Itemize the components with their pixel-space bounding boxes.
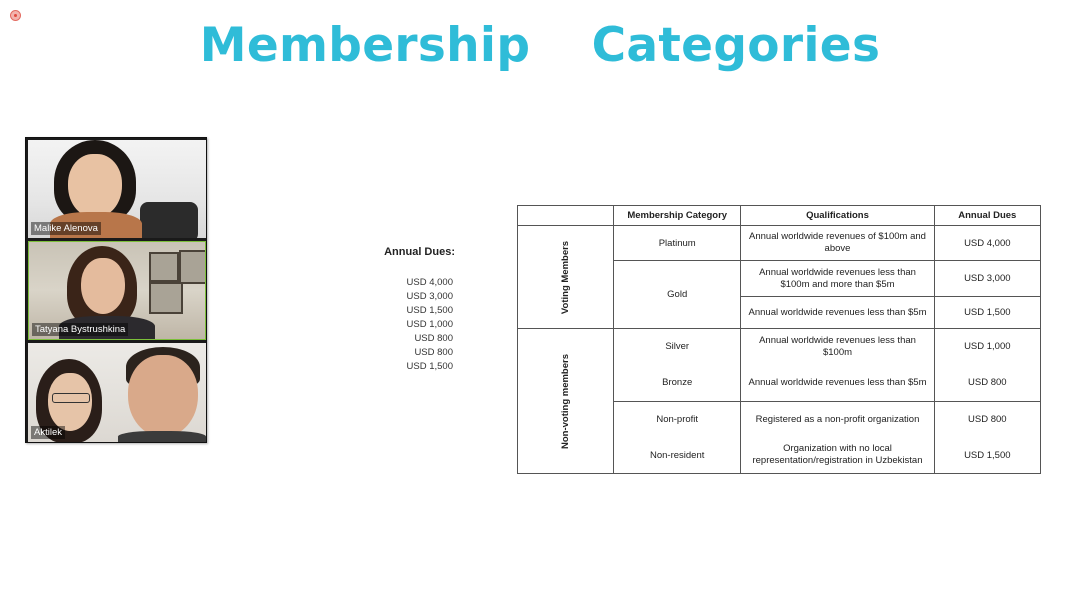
cell-category: Silver: [614, 329, 741, 365]
video-tile-active-speaker[interactable]: [28, 241, 206, 340]
cell-qualification: Annual worldwide revenues of $100m and above: [741, 226, 934, 261]
participant-name: Aktilek: [31, 426, 65, 439]
list-item: USD 800: [414, 333, 453, 344]
video-tile[interactable]: [28, 343, 206, 442]
list-item: USD 4,000: [406, 277, 453, 288]
group-non-voting: Non-voting members: [518, 329, 614, 474]
slide-title: Membership Categories: [199, 18, 881, 73]
face-shape: [128, 355, 198, 437]
wall-frame: [149, 252, 179, 282]
video-tile[interactable]: [28, 140, 206, 238]
list-item: USD 1,500: [406, 305, 453, 316]
table-header-row: [518, 206, 1041, 226]
cell-category: Platinum: [614, 226, 741, 261]
cell-qualification: Annual worldwide revenues less than $5m: [741, 365, 934, 402]
header-category: Membership Category: [614, 206, 741, 226]
cell-category: Non-resident: [614, 438, 741, 474]
cell-dues: USD 4,000: [934, 226, 1040, 261]
participant-name: Tatyana Bystrushkina: [32, 323, 128, 336]
chair-shape: [140, 202, 198, 238]
wall-frame: [179, 250, 206, 284]
header-blank: [518, 206, 614, 226]
participant-name: Malike Alenova: [31, 222, 101, 235]
header-dues: Annual Dues: [934, 206, 1040, 226]
annual-dues-list: [360, 246, 455, 374]
annual-dues-title: Annual Dues:: [384, 246, 455, 258]
cell-dues: USD 1,500: [934, 438, 1040, 474]
cell-dues: USD 3,000: [934, 261, 1040, 297]
membership-table: [517, 205, 1041, 474]
list-item: USD 3,000: [406, 291, 453, 302]
list-item: USD 1,500: [406, 361, 453, 372]
glasses-shape: [52, 393, 90, 403]
body-shape: [118, 431, 206, 442]
cell-dues: USD 1,000: [934, 329, 1040, 365]
list-item: USD 1,000: [406, 319, 453, 330]
cell-category: Gold: [614, 261, 741, 329]
cell-qualification: Organization with no local representation/registration in Uzbekistan: [741, 438, 934, 474]
cell-dues: USD 1,500: [934, 297, 1040, 329]
cell-dues: USD 800: [934, 402, 1040, 438]
cell-qualification: Annual worldwide revenues less than $100m: [741, 329, 934, 365]
cell-qualification: Registered as a non-profit organization: [741, 402, 934, 438]
cell-qualification: Annual worldwide revenues less than $100m and more than $5m: [741, 261, 934, 297]
wall-frame: [149, 282, 183, 314]
cell-category: Non-profit: [614, 402, 741, 438]
face-shape: [81, 258, 125, 314]
cell-category: Bronze: [614, 365, 741, 402]
header-qualifications: Qualifications: [741, 206, 934, 226]
video-gallery[interactable]: [25, 137, 207, 443]
cell-qualification: Annual worldwide revenues less than $5m: [741, 297, 934, 329]
cell-dues: USD 800: [934, 365, 1040, 402]
face-shape: [68, 154, 122, 218]
table-row: [518, 329, 1041, 365]
list-item: USD 800: [414, 347, 453, 358]
group-voting: Voting Members: [518, 226, 614, 329]
table-row: [518, 226, 1041, 261]
